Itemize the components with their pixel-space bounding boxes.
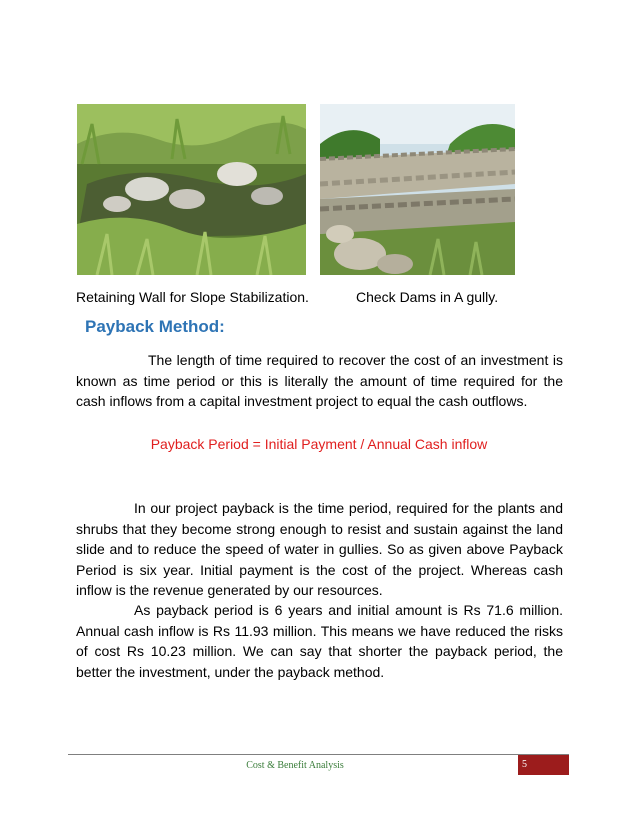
- retaining-wall-photo: [77, 104, 306, 275]
- retaining-wall-image: [77, 104, 306, 275]
- payback-formula: Payback Period = Initial Payment / Annual Cash inflow: [150, 436, 488, 452]
- footer-divider: [68, 754, 569, 755]
- check-dams-photo: [320, 104, 515, 275]
- caption-retaining-wall: Retaining Wall for Slope Stabilization.: [76, 289, 309, 305]
- footer-title: Cost & Benefit Analysis: [246, 760, 344, 771]
- paragraph-project-payback: In our project payback is the time period, required for the plants and shrubs that they become strong enough to resist and sustain against the land slide and to reduce the speed of water in gullies. So as given above Payback Period is six year. Initial payment is the cost of the project. Whereas cash inflow is the revenue generated by our resources.: [76, 500, 563, 599]
- paragraph-payback-figures: As payback period is 6 years and initial amount is Rs 71.6 million. Annual cash inflow is Rs 11.93 million. This means we have reduced the risks of cost Rs 10.23 million. We can say that shorter the payback period, the better the investment, under the payback method.: [76, 602, 563, 680]
- page-number: 5: [522, 759, 527, 770]
- section-heading: Payback Method:: [85, 317, 225, 336]
- paragraph-definition: The length of time required to recover the cost of an investment is known as time period or this is literally the amount of time required for the cash inflows from a capital investment project to equal the cash outflows.: [76, 352, 563, 410]
- caption-check-dams: Check Dams in A gully.: [356, 289, 499, 305]
- check-dams-image: [320, 104, 515, 275]
